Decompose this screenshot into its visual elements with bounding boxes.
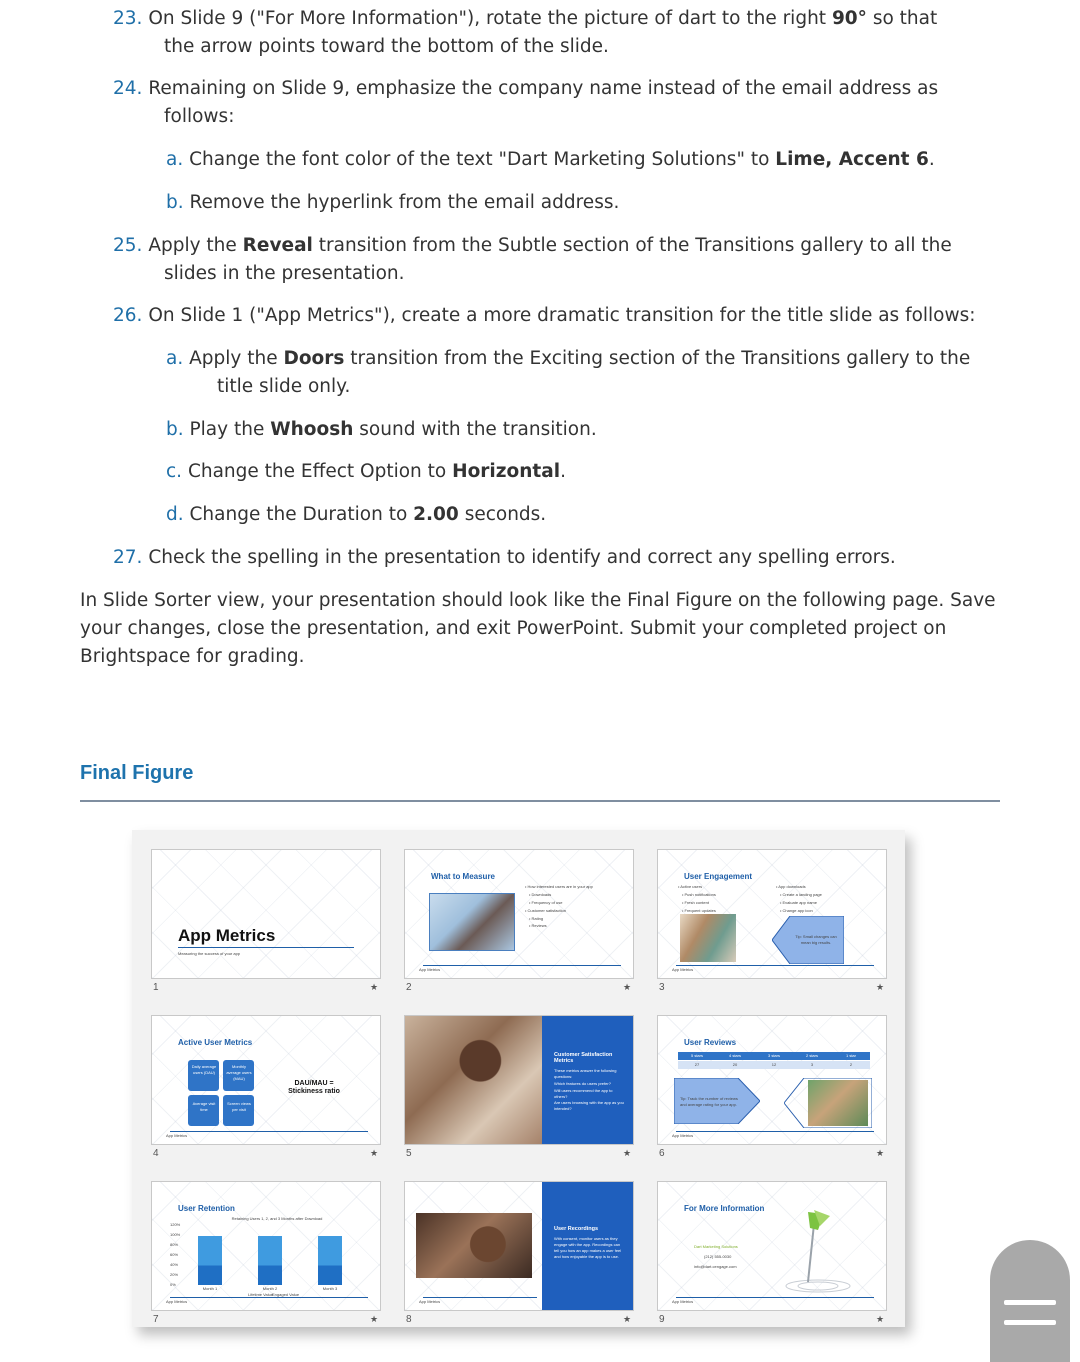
slide-2-bullet: • How interested users are in your app [525,884,593,889]
hamburger-line-icon [1004,1320,1056,1325]
slide-thumbnail-6 [657,1015,887,1145]
slide-footer-line [423,965,621,966]
slide-5-line: These metrics answer the following questions: [554,1068,617,1079]
transition-star-icon: ★ [370,1315,379,1325]
slide-number-4: 4 [153,1148,159,1159]
slide-sorter-figure [132,830,905,1327]
dart-picture [778,1210,858,1294]
step-25: 25. Apply the Reveal transition from the Subtle section of the Transitions gallery to all the slides in the presentation. [113,235,952,284]
slide-1-subtitle: Measuring the success of your app [178,951,241,956]
transition-star-icon: ★ [876,1315,885,1325]
slide-3-title: User Engagement [684,872,753,881]
slide-number-7: 7 [153,1314,159,1325]
reviews-value: 20 [732,1062,738,1067]
y-tick: 60% [170,1252,179,1257]
bar-month-1 [198,1236,222,1285]
y-tick: 40% [170,1262,179,1267]
slide-6-tip: Tip: Track the number of reviews and average rating for your app. [680,1096,738,1107]
step-number: 23. [113,8,143,29]
slide-number-1: 1 [153,982,159,993]
slide-3-right-bullet: • Change app icon [780,908,813,913]
slide-1-title-underline [178,947,354,948]
slide-3-right-bullet: • Create a landing page [780,892,822,897]
final-figure-heading: Final Figure [80,762,194,784]
slide-footer-label: App Metrics [672,967,694,972]
slide-9-phone: (212) 555-0030 [704,1254,732,1259]
slide-7-title: User Retention [178,1204,235,1213]
reviews-value: 2 [849,1062,853,1067]
step-number: 24. [113,78,143,99]
slide-2-bullet: • Rating [529,916,544,921]
slide-thumbnail-2 [404,849,634,979]
legend-entry: Lifetime Value [248,1292,274,1297]
menu-toggle-button[interactable] [990,1240,1070,1362]
step-letter: d. [166,504,184,525]
woman-phone-photo [405,1016,542,1144]
slide-2-title: What to Measure [431,872,496,881]
slide-9-email: info@dart.cengage.com [694,1264,737,1269]
bar-month-2 [258,1236,282,1285]
slide-footer-label: App Metrics [419,1299,441,1304]
y-tick: 0% [170,1282,176,1287]
slide-thumbnail-9 [657,1181,887,1311]
slide-thumbnail-4 [151,1015,381,1145]
slide-3-left-bullet: • Frequent updates [682,908,716,913]
metric-label: Average visit time [192,1101,216,1112]
metric-diamond [188,1060,254,1126]
man-phone-photo [808,1080,868,1126]
slide-5-line: Which features do users prefer? [554,1081,611,1086]
transition-star-icon: ★ [876,983,885,993]
step-26a: a. Apply the Doors transition from the Exciting section of the Transitions gallery to the title slide only. [166,348,971,397]
step-24: 24. Remaining on Slide 9, emphasize the company name instead of the email address as follows: [113,78,939,127]
slide-number-8: 8 [406,1314,412,1325]
slide-5-line: Are users browsing with the app as you intended? [554,1100,624,1111]
slide-6-title: User Reviews [684,1038,737,1047]
y-tick: 120% [170,1222,181,1227]
slide-footer-label: App Metrics [166,1133,188,1138]
slide-thumbnail-5 [404,1015,634,1145]
step-letter: c. [166,461,183,482]
heading-divider [80,800,1000,802]
slide-thumbnail-1 [151,849,381,979]
slide-thumbnail-7 [151,1181,381,1311]
transition-star-icon: ★ [876,1149,885,1159]
slide-number-9: 9 [659,1314,665,1325]
x-tick: Month 2 [262,1286,278,1291]
step-23: 23. On Slide 9 ("For More Information"), rotate the picture of dart to the right 90° so that the arrow points toward the bottom of the slide. [113,8,938,57]
step-letter: b. [166,192,184,213]
slide-footer-line [676,1297,874,1298]
x-tick: Month 1 [202,1286,218,1291]
slide-footer-label: App Metrics [672,1133,694,1138]
reviews-header: 5 stars [690,1053,703,1058]
slide-3-right-bullet: • Evaluate app name [780,900,817,905]
slide-2-bullet: • Downloads [529,892,552,897]
reviews-value: 3 [810,1062,814,1067]
slide-thumbnail-8 [404,1181,634,1311]
person-laptop-photo [429,893,515,951]
slide-thumbnail-3 [657,849,887,979]
slide-footer-label: App Metrics [419,967,441,972]
two-women-phone-photo [680,914,736,962]
transition-star-icon: ★ [623,1315,632,1325]
slide-1-title: App Metrics [178,926,276,945]
slide-footer-label: App Metrics [166,1299,188,1304]
slide-3-left-bullet: • Fresh content [682,900,709,905]
reviews-value: 27 [694,1062,700,1067]
slide-3-tip: Tip: Small changes can mean big results. [795,934,837,945]
step-26d: d. Change the Duration to 2.00 seconds. [166,504,547,525]
reviews-header: 4 stars [728,1053,741,1058]
slide-footer-line [170,1297,368,1298]
slide-footer-line [170,1131,368,1132]
reviews-value: 12 [771,1062,777,1067]
metric-label: Monthly average users (MAU) [226,1064,252,1081]
slide-5-line: Will users recommend the app to others? [554,1088,613,1099]
transition-star-icon: ★ [623,983,632,993]
slide-footer-line [676,965,874,966]
reviews-header: 3 stars [767,1053,780,1058]
slide-8-title: User Recordings [554,1226,599,1232]
closing-paragraph: In Slide Sorter view, your presentation should look like the Final Figure on the following page. Save your changes, close the presentation, and exit PowerPoint. Submit your completed project on Brightspace for grading. [80,590,996,667]
slide-8-body: With consent, monitor users as they engage with the app. Recordings can tell you how an app makes a user feel and how enjoyable the app is to use. [554,1236,622,1259]
reviews-header: 2 stars [805,1053,818,1058]
slide-5-title: Customer Satisfaction Metrics [554,1052,613,1064]
y-tick: 20% [170,1272,179,1277]
transition-star-icon: ★ [370,1149,379,1159]
slide-2-bullet: • Customer satisfaction [525,908,566,913]
slide-9-company: Dart Marketing Solutions [694,1244,738,1249]
metric-label: Screen views per visit [227,1101,251,1112]
slide-footer-label: App Metrics [672,1299,694,1304]
metric-label: Daily average users (DAU) [191,1064,217,1075]
slide-number-2: 2 [406,982,412,993]
slide-9-title: For More Information [684,1204,765,1213]
transition-star-icon: ★ [370,983,379,993]
step-24a: a. Change the font color of the text "Dart Marketing Solutions" to Lime, Accent 6. [166,149,935,170]
slide-number-6: 6 [659,1148,665,1159]
hamburger-line-icon [1004,1300,1056,1305]
slide-3-left-bullet: • Active users [678,884,703,889]
step-number: 27. [113,547,143,568]
slide-3-left-bullet: • Push notifications [682,892,716,897]
slide-4-ratio: DAU/MAU = Stickiness ratio [288,1080,340,1095]
slide-number-5: 5 [406,1148,412,1159]
x-tick: Month 3 [322,1286,338,1291]
step-number: 25. [113,235,143,256]
slide-2-bullet: • Frequency of use [529,900,563,905]
y-tick: 100% [170,1232,181,1237]
step-26: 26. On Slide 1 ("App Metrics"), create a more dramatic transition for the title slide as follows: [113,305,976,326]
slide-number-3: 3 [659,982,665,993]
reviews-header: 1 star [845,1053,856,1058]
step-letter: a. [166,348,184,369]
step-27: 27. Check the spelling in the presentation to identify and correct any spelling errors. [113,547,896,568]
slide-7-chart-title: Retaining Users 1, 2, and 3 Months after Download [231,1216,323,1221]
slide-5-blue-panel [542,1016,633,1144]
slide-4-title: Active User Metrics [178,1038,253,1047]
legend-entry: Engaged Value [272,1292,300,1297]
transition-star-icon: ★ [623,1149,632,1159]
step-26b: b. Play the Whoosh sound with the transition. [166,419,597,440]
slide-footer-line [423,1297,537,1298]
reviews-table [678,1052,870,1072]
slide-3-right-bullet: • App downloads [776,884,806,889]
step-letter: a. [166,149,184,170]
bar-month-3 [318,1236,342,1285]
slide-2-bullet: • Reviews [529,923,547,928]
y-tick: 80% [170,1242,179,1247]
step-letter: b. [166,419,184,440]
step-24b: b. Remove the hyperlink from the email address. [166,192,620,213]
slide-footer-line [676,1131,874,1132]
woman-smartphone-photo [416,1213,532,1278]
step-26c: c. Change the Effect Option to Horizontal. [166,461,566,482]
step-number: 26. [113,305,143,326]
